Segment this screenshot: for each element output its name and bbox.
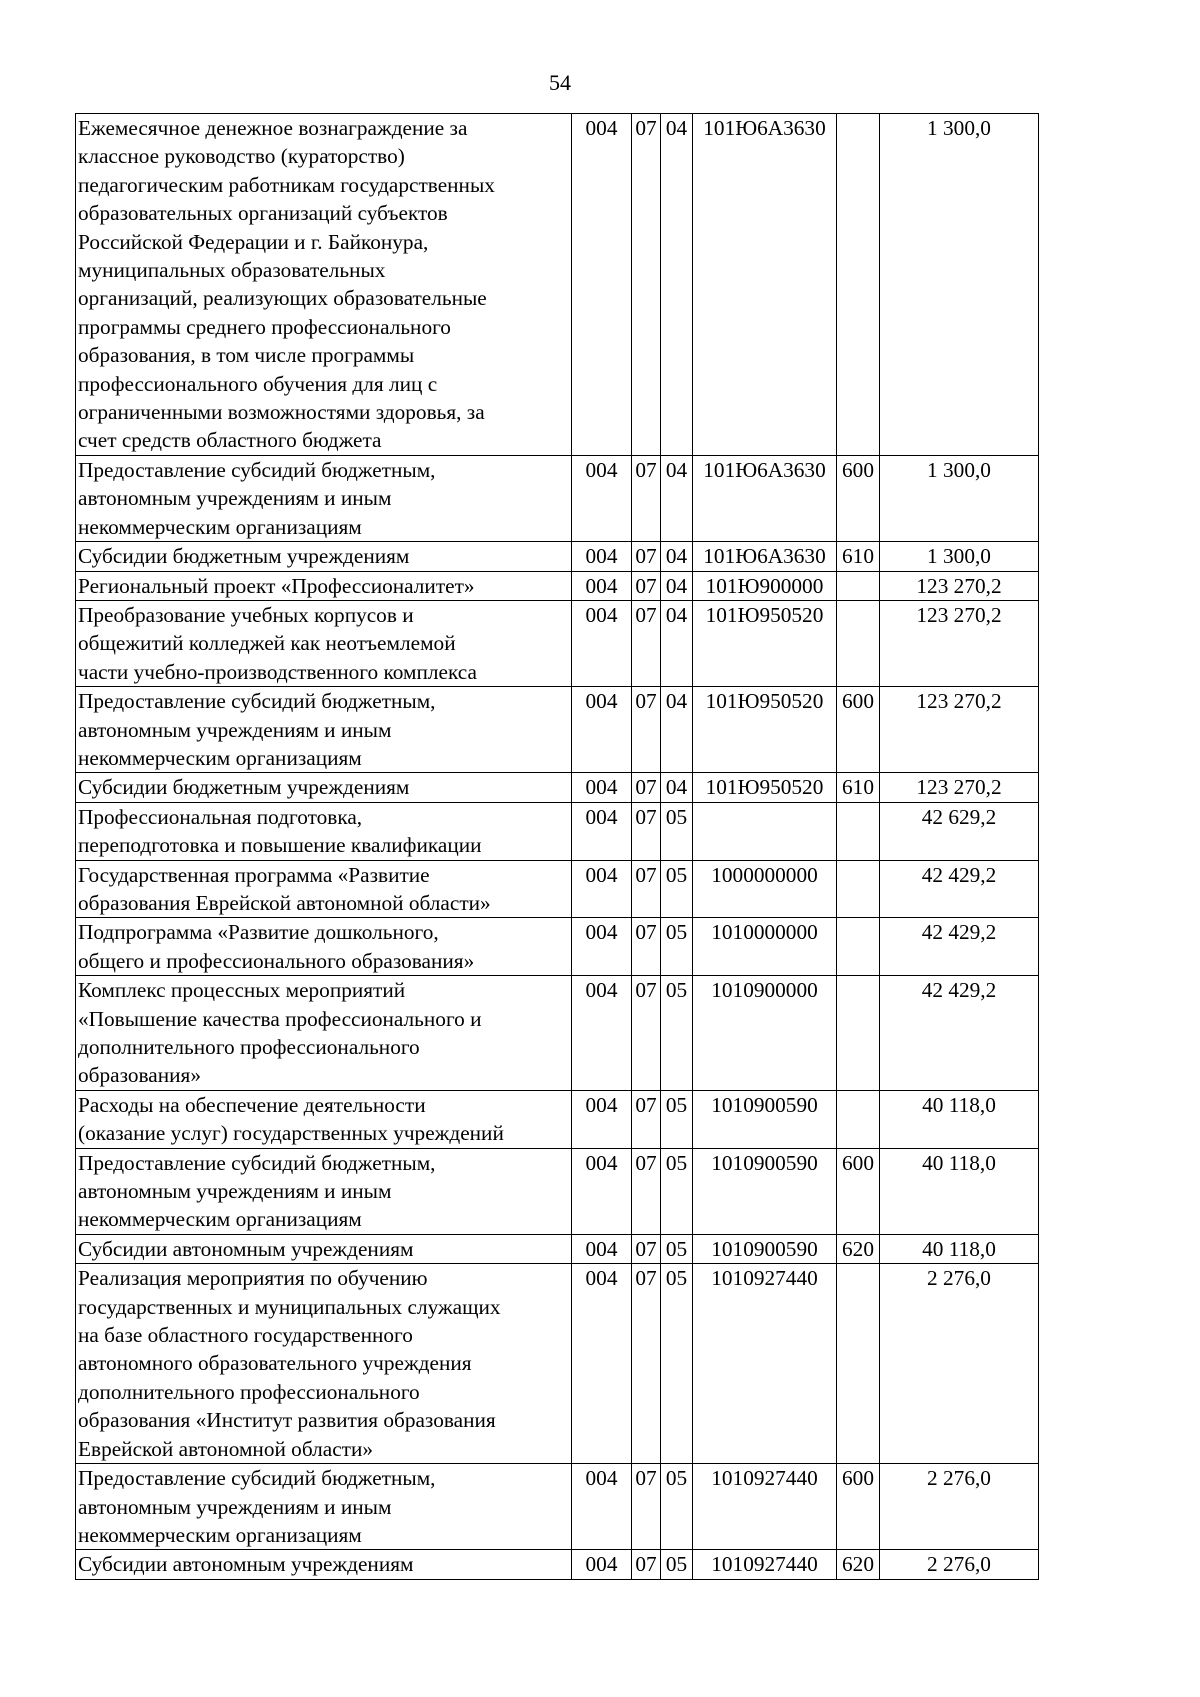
target-article-cell: 1010000000 bbox=[693, 918, 837, 976]
subsection-code-cell: 05 bbox=[661, 1264, 693, 1464]
target-article-cell: 1010900590 bbox=[693, 1234, 837, 1263]
amount-cell: 40 118,0 bbox=[880, 1234, 1039, 1263]
ministry-code-cell: 004 bbox=[572, 600, 632, 686]
target-article-cell: 1000000000 bbox=[693, 860, 837, 918]
target-article-cell: 101Ю6А3630 bbox=[693, 455, 837, 541]
subsection-code-cell: 05 bbox=[661, 976, 693, 1091]
table-row bbox=[76, 542, 1039, 571]
section-code-cell: 07 bbox=[632, 802, 661, 860]
amount-cell: 123 270,2 bbox=[880, 687, 1039, 773]
section-code-cell: 07 bbox=[632, 114, 661, 456]
subsection-code-cell: 05 bbox=[661, 802, 693, 860]
subsection-code-cell: 04 bbox=[661, 687, 693, 773]
section-code-cell: 07 bbox=[632, 687, 661, 773]
row-name-cell: Предоставление субсидий бюджетным, автономным учреждениям и иным некоммерческим организациям bbox=[76, 1464, 572, 1550]
row-name-cell: Субсидии автономным учреждениям bbox=[76, 1234, 572, 1263]
table-row bbox=[76, 1234, 1039, 1263]
section-code-cell: 07 bbox=[632, 1464, 661, 1550]
ministry-code-cell: 004 bbox=[572, 802, 632, 860]
target-article-cell: 101Ю950520 bbox=[693, 773, 837, 802]
row-name-cell: Ежемесячное денежное вознаграждение за классное руководство (кураторство) педагогическим работникам государственных образовательных организаций субъектов Российской Федерации и г. Байконура, муниципальных образовательных организаций, реализующих образовательные программы среднего профессионального образования, в том числе программы профессионального обучения для лиц с ограниченными возможностями здоровья, за счет средств областного бюджета bbox=[76, 114, 572, 456]
amount-cell: 42 629,2 bbox=[880, 802, 1039, 860]
target-article-cell: 101Ю950520 bbox=[693, 687, 837, 773]
row-name-cell: Предоставление субсидий бюджетным, автономным учреждениям и иным некоммерческим организациям bbox=[76, 455, 572, 541]
amount-cell: 2 276,0 bbox=[880, 1464, 1039, 1550]
section-code-cell: 07 bbox=[632, 1148, 661, 1234]
table-row bbox=[76, 802, 1039, 860]
row-name-cell: Предоставление субсидий бюджетным, автономным учреждениям и иным некоммерческим организациям bbox=[76, 1148, 572, 1234]
expense-type-cell: 600 bbox=[837, 1464, 880, 1550]
ministry-code-cell: 004 bbox=[572, 542, 632, 571]
amount-cell: 42 429,2 bbox=[880, 860, 1039, 918]
section-code-cell: 07 bbox=[632, 1234, 661, 1263]
section-code-cell: 07 bbox=[632, 1264, 661, 1464]
row-name-cell: Комплекс процессных мероприятий «Повышение качества профессионального и дополнительного профессионального образования» bbox=[76, 976, 572, 1091]
amount-cell: 123 270,2 bbox=[880, 600, 1039, 686]
expense-type-cell: 610 bbox=[837, 542, 880, 571]
target-article-cell: 1010927440 bbox=[693, 1264, 837, 1464]
table-row bbox=[76, 1264, 1039, 1464]
section-code-cell: 07 bbox=[632, 1090, 661, 1148]
subsection-code-cell: 05 bbox=[661, 1148, 693, 1234]
ministry-code-cell: 004 bbox=[572, 976, 632, 1091]
subsection-code-cell: 04 bbox=[661, 542, 693, 571]
target-article-cell: 1010900590 bbox=[693, 1090, 837, 1148]
ministry-code-cell: 004 bbox=[572, 1264, 632, 1464]
amount-cell: 1 300,0 bbox=[880, 114, 1039, 456]
target-article-cell: 1010927440 bbox=[693, 1550, 837, 1579]
subsection-code-cell: 05 bbox=[661, 1464, 693, 1550]
ministry-code-cell: 004 bbox=[572, 114, 632, 456]
amount-cell: 2 276,0 bbox=[880, 1550, 1039, 1579]
table-row bbox=[76, 114, 1039, 456]
row-name-cell: Субсидии бюджетным учреждениям bbox=[76, 542, 572, 571]
expense-type-cell: 620 bbox=[837, 1550, 880, 1579]
table-row bbox=[76, 687, 1039, 773]
table-row bbox=[76, 773, 1039, 802]
table-row bbox=[76, 1550, 1039, 1579]
row-name-cell: Преобразование учебных корпусов и общежитий колледжей как неотъемлемой части учебно-производственного комплекса bbox=[76, 600, 572, 686]
target-article-cell: 1010927440 bbox=[693, 1464, 837, 1550]
expense-type-cell: 610 bbox=[837, 773, 880, 802]
expense-type-cell bbox=[837, 918, 880, 976]
target-article-cell: 101Ю6А3630 bbox=[693, 114, 837, 456]
target-article-cell: 1010900000 bbox=[693, 976, 837, 1091]
subsection-code-cell: 04 bbox=[661, 455, 693, 541]
target-article-cell: 101Ю950520 bbox=[693, 600, 837, 686]
ministry-code-cell: 004 bbox=[572, 687, 632, 773]
ministry-code-cell: 004 bbox=[572, 1234, 632, 1263]
row-name-cell: Расходы на обеспечение деятельности (оказание услуг) государственных учреждений bbox=[76, 1090, 572, 1148]
ministry-code-cell: 004 bbox=[572, 571, 632, 600]
expense-type-cell bbox=[837, 600, 880, 686]
row-name-cell: Субсидии бюджетным учреждениям bbox=[76, 773, 572, 802]
subsection-code-cell: 04 bbox=[661, 600, 693, 686]
subsection-code-cell: 04 bbox=[661, 114, 693, 456]
table-row bbox=[76, 976, 1039, 1091]
expense-type-cell: 600 bbox=[837, 687, 880, 773]
section-code-cell: 07 bbox=[632, 976, 661, 1091]
ministry-code-cell: 004 bbox=[572, 1464, 632, 1550]
expense-type-cell bbox=[837, 1264, 880, 1464]
section-code-cell: 07 bbox=[632, 918, 661, 976]
subsection-code-cell: 05 bbox=[661, 1550, 693, 1579]
table-row bbox=[76, 600, 1039, 686]
target-article-cell bbox=[693, 802, 837, 860]
table-row bbox=[76, 918, 1039, 976]
ministry-code-cell: 004 bbox=[572, 1550, 632, 1579]
amount-cell: 42 429,2 bbox=[880, 918, 1039, 976]
row-name-cell: Предоставление субсидий бюджетным, автономным учреждениям и иным некоммерческим организациям bbox=[76, 687, 572, 773]
expense-type-cell: 620 bbox=[837, 1234, 880, 1263]
ministry-code-cell: 004 bbox=[572, 455, 632, 541]
expense-type-cell: 600 bbox=[837, 455, 880, 541]
row-name-cell: Подпрограмма «Развитие дошкольного, общего и профессионального образования» bbox=[76, 918, 572, 976]
table-row bbox=[76, 455, 1039, 541]
row-name-cell: Профессиональная подготовка, переподготовка и повышение квалификации bbox=[76, 802, 572, 860]
target-article-cell: 1010900590 bbox=[693, 1148, 837, 1234]
amount-cell: 2 276,0 bbox=[880, 1264, 1039, 1464]
expense-type-cell bbox=[837, 571, 880, 600]
row-name-cell: Региональный проект «Профессионалитет» bbox=[76, 571, 572, 600]
subsection-code-cell: 05 bbox=[661, 860, 693, 918]
row-name-cell: Реализация мероприятия по обучению государственных и муниципальных служащих на базе областного государственного автономного образовательного учреждения дополнительного профессионального образования «Институт развития образования Еврейской автономной области» bbox=[76, 1264, 572, 1464]
subsection-code-cell: 04 bbox=[661, 571, 693, 600]
target-article-cell: 101Ю900000 bbox=[693, 571, 837, 600]
row-name-cell: Субсидии автономным учреждениям bbox=[76, 1550, 572, 1579]
subsection-code-cell: 04 bbox=[661, 773, 693, 802]
budget-table bbox=[75, 113, 1039, 1580]
section-code-cell: 07 bbox=[632, 600, 661, 686]
section-code-cell: 07 bbox=[632, 542, 661, 571]
expense-type-cell bbox=[837, 976, 880, 1091]
table-row bbox=[76, 1090, 1039, 1148]
amount-cell: 42 429,2 bbox=[880, 976, 1039, 1091]
amount-cell: 123 270,2 bbox=[880, 571, 1039, 600]
section-code-cell: 07 bbox=[632, 455, 661, 541]
expense-type-cell bbox=[837, 1090, 880, 1148]
section-code-cell: 07 bbox=[632, 571, 661, 600]
ministry-code-cell: 004 bbox=[572, 1090, 632, 1148]
amount-cell: 123 270,2 bbox=[880, 773, 1039, 802]
expense-type-cell bbox=[837, 114, 880, 456]
section-code-cell: 07 bbox=[632, 1550, 661, 1579]
ministry-code-cell: 004 bbox=[572, 918, 632, 976]
ministry-code-cell: 004 bbox=[572, 860, 632, 918]
subsection-code-cell: 05 bbox=[661, 918, 693, 976]
expense-type-cell bbox=[837, 802, 880, 860]
table-row bbox=[76, 860, 1039, 918]
subsection-code-cell: 05 bbox=[661, 1090, 693, 1148]
amount-cell: 1 300,0 bbox=[880, 542, 1039, 571]
subsection-code-cell: 05 bbox=[661, 1234, 693, 1263]
table-row bbox=[76, 1148, 1039, 1234]
section-code-cell: 07 bbox=[632, 773, 661, 802]
section-code-cell: 07 bbox=[632, 860, 661, 918]
table-row bbox=[76, 571, 1039, 600]
row-name-cell: Государственная программа «Развитие образования Еврейской автономной области» bbox=[76, 860, 572, 918]
ministry-code-cell: 004 bbox=[572, 773, 632, 802]
amount-cell: 40 118,0 bbox=[880, 1148, 1039, 1234]
amount-cell: 1 300,0 bbox=[880, 455, 1039, 541]
page-number: 54 bbox=[549, 70, 571, 95]
expense-type-cell: 600 bbox=[837, 1148, 880, 1234]
budget-table-body bbox=[76, 114, 1039, 1580]
amount-cell: 40 118,0 bbox=[880, 1090, 1039, 1148]
target-article-cell: 101Ю6А3630 bbox=[693, 542, 837, 571]
expense-type-cell bbox=[837, 860, 880, 918]
ministry-code-cell: 004 bbox=[572, 1148, 632, 1234]
table-row bbox=[76, 1464, 1039, 1550]
